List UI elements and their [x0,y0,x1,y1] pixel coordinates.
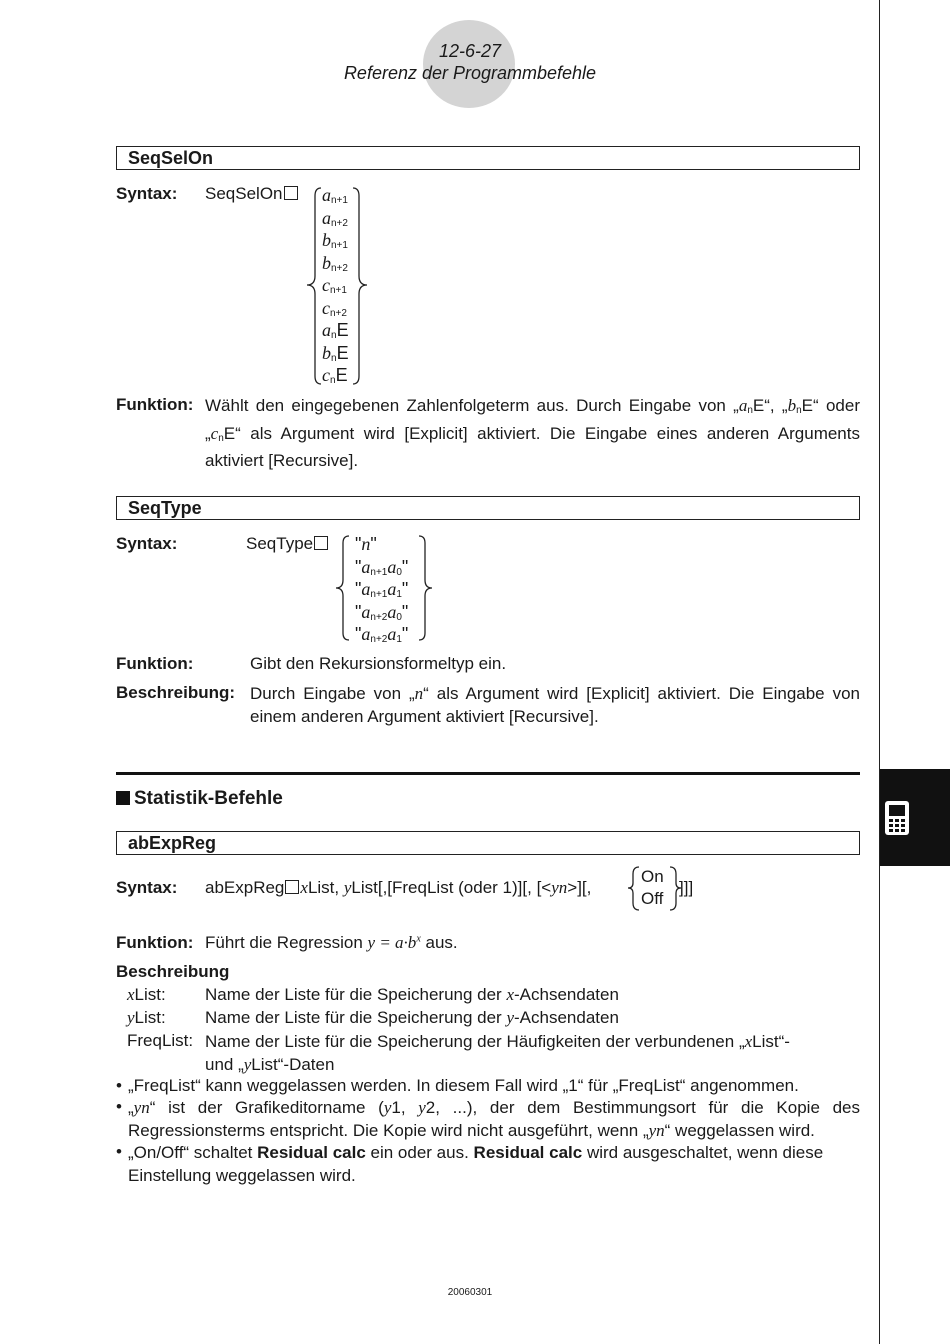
param-freqlist-text: Name der Liste für die Speicherung der Häufigkeiten der verbundenen „xList“- und „yList“-Daten [205,1032,790,1074]
arg-item: $b_nE$ [322,342,349,364]
abexpreg-funktion-text: Führt die Regression $y = a\cdot b^x$ aus. [205,933,458,952]
arg-item: "$a_{n+1}a_0$" [355,556,409,578]
seqselon-funktion-text: Wählt den eingegebenen Zahlenfolgeterm aus. Durch Eingabe von $„a_nE“$, $„b_nE“$ oder $„c_nE“$ als Argument wird [Explicit] aktiviert. Die Eingabe eines anderen Arguments aktiviert [Recursive]. [205,396,861,470]
bullet-marker: • [116,1076,122,1095]
statistik-section-title: Statistik-Befehle [116,788,283,810]
arg-item: "$a_{n+1}a_1$" [355,579,409,600]
seqselon-heading-box [116,146,860,170]
arg-item: $c_{n+1}$ [322,275,347,296]
seqselon-arg-list [322,184,349,387]
arg-item: "n" [355,534,377,554]
param-ylist-text: Name der Liste für die Speicherung der y-Achsendaten [205,1008,619,1027]
seqtype-heading: SeqType [128,498,202,518]
footer-code: 20060301 [447,1287,493,1298]
bullet-yn: „yn“ ist der Grafikeditorname (y1, y2, ...), der dem Bestimmungsort für die Kopie des Regressionsterms entspricht. Die Kopie wird nicht ausgeführt, wenn „yn“ weggelassen wird. [128,1098,861,1140]
seqselon-syntax-label: Syntax: [116,184,178,203]
seqtype-cmd-name: SeqType [246,534,314,553]
space-symbol [284,186,298,200]
onoff-options [641,866,664,910]
seqtype-syntax-label: Syntax: [116,534,178,553]
page-right-rule [879,0,880,1344]
abexpreg-beschreibung-label: Beschreibung [116,962,230,981]
option-on: On [641,867,664,886]
seqselon-funktion-label: Funktion: [116,395,194,414]
abexpreg-heading: abExpReg [128,833,217,853]
section-divider [116,772,860,775]
seqselon-syntax-cmd [205,184,299,204]
seqtype-beschreibung-label: Beschreibung: [116,683,236,702]
page-number: 12-6-27 [438,41,502,61]
calculator-icon [880,769,950,866]
arg-item: "$a_{n+2}a_1$" [355,624,409,645]
section-square-icon [116,791,130,805]
seqtype-heading-box [116,496,860,520]
arg-item: $a_{n+1}$ [322,185,348,206]
seqtype-arg-list [355,533,408,646]
space-symbol [285,880,299,894]
abexpreg-heading-box [116,831,860,855]
bullet-marker: • [116,1142,122,1161]
space-symbol [314,536,328,550]
arg-item: $b_{n+2}$ [322,252,348,274]
param-xlist-label: xList: [127,985,166,1004]
abexpreg-funktion-label: Funktion: [116,933,194,952]
bullet-marker: • [116,1097,122,1116]
abexpreg-syntax-label: Syntax: [116,878,178,897]
arg-item: $a_{n+2}$ [322,207,348,229]
arg-item: "$a_{n+2}a_0$" [355,601,409,623]
bullet-freqlist: „FreqList“ kann weggelassen werden. In diesem Fall wird „1“ für „FreqList“ angenommen. [128,1076,799,1095]
chapter-side-tab [880,769,950,866]
option-off: Off [641,889,664,908]
param-xlist-text: Name der Liste für die Speicherung der x-Achsendaten [205,985,619,1004]
seqtype-funktion-text: Gibt den Rekursionsformeltyp ein. [250,654,507,673]
seqtype-funktion-label: Funktion: [116,654,194,673]
arg-item: $c_nE$ [322,365,348,386]
seqselon-cmd-name: SeqSelOn [205,184,283,203]
arg-item: $b_{n+1}$ [322,230,348,251]
abexpreg-syntax: abExpReg xList, yList[,[FreqList (oder 1)][, [<yn>][, [205,878,592,897]
arg-item: $c_{n+2}$ [322,297,347,319]
bullet-onoff: „On/Off“ schaltet Residual calc ein oder aus. Residual calc wird ausgeschaltet, wenn diese Einstellung weggelassen wird. [128,1143,824,1185]
seqtype-beschreibung-text: Durch Eingabe von „n“ als Argument wird [Explicit] aktiviert. Die Eingabe von einem anderen Argument aktiviert [Recursive]. [250,684,860,726]
param-freqlist-label: FreqList: [127,1031,194,1050]
seqselon-heading: SeqSelOn [128,148,214,168]
seqtype-syntax-cmd [246,534,329,554]
abexpreg-syntax-end: ]]] [679,878,694,897]
arg-item: $a_nE$ [322,320,349,341]
page-header-title: Referenz der Programmbefehle [343,63,597,83]
param-ylist-label: yList: [127,1008,166,1027]
